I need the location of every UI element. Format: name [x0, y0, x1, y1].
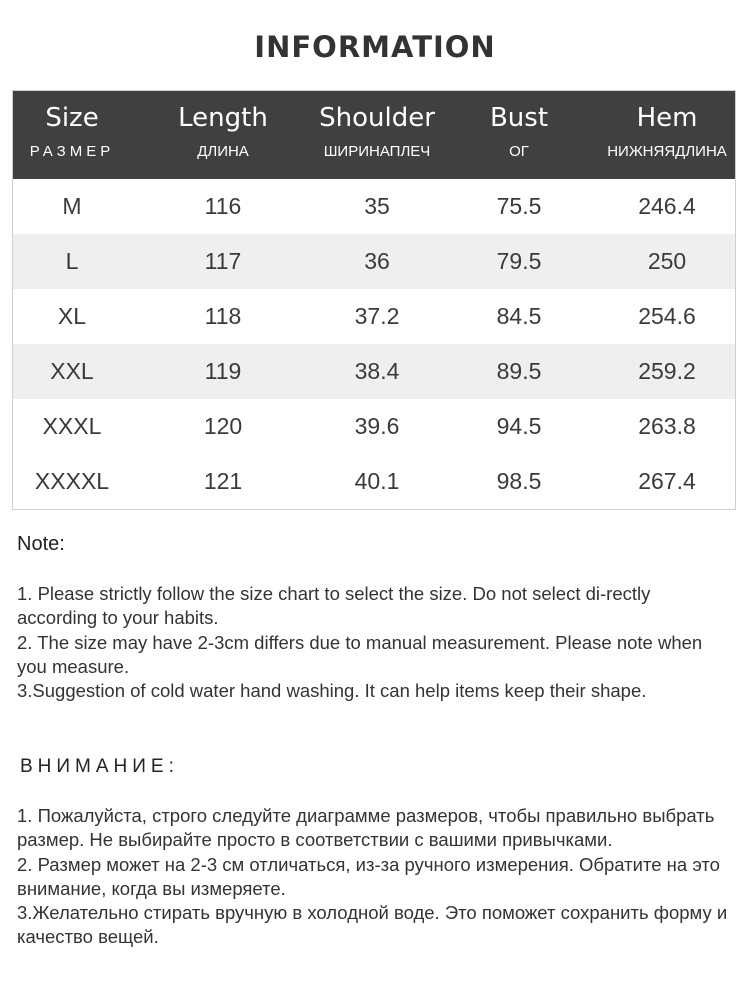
- cell-size: L: [65, 248, 79, 274]
- cell-length: 120: [203, 413, 243, 439]
- cell-length: 118: [204, 303, 242, 329]
- header-label-en: Shoulder: [319, 103, 435, 133]
- size-chart-table: [12, 90, 736, 510]
- header-shoulder: [315, 91, 439, 179]
- header-label-ru: ШИРИНАПЛЕЧ: [323, 143, 431, 160]
- cell-hem: 250: [647, 248, 687, 274]
- cell-bust: 84.5: [496, 303, 542, 329]
- cell-hem: 267.4: [638, 468, 696, 494]
- header-label-ru: ДЛИНА: [197, 143, 249, 160]
- cell-bust: 94.5: [496, 413, 542, 439]
- cell-size: XXXL: [42, 413, 102, 439]
- note-item: 1. Please strictly follow the size chart to select the size. Do not select di-rectly according to your habits.: [17, 583, 651, 629]
- note-heading: Note:: [17, 533, 65, 555]
- notes-russian: [17, 804, 729, 950]
- note-item: 2. The size may have 2-3cm differs due to manual measurement. Please note when you measure.: [17, 631, 703, 677]
- cell-shoulder: 36: [364, 248, 390, 274]
- cell-hem: 246.4: [638, 193, 696, 219]
- note-item: 3.Желательно стирать вручную в холодной воде. Это поможет сохранить форму и качество вещей.: [17, 902, 728, 948]
- note-item: 3.Suggestion of cold water hand washing. It can help items keep their shape.: [17, 680, 647, 702]
- cell-hem: 259.2: [638, 358, 696, 384]
- cell-length: 121: [203, 468, 243, 494]
- cell-shoulder: 35: [364, 193, 390, 219]
- header-label-en: Bust: [489, 103, 549, 133]
- cell-bust: 89.5: [496, 358, 542, 384]
- cell-bust: 75.5: [496, 193, 542, 219]
- header-label-en: Hem: [636, 103, 698, 133]
- page-title: INFORMATION: [254, 30, 496, 64]
- table-row: [13, 289, 735, 344]
- header-label-ru: ОГ: [509, 143, 529, 160]
- header-label-ru: РАЗМЕР: [29, 143, 115, 160]
- cell-shoulder: 40.1: [354, 468, 400, 494]
- header-length: [131, 91, 315, 179]
- note-item: 2. Размер может на 2-3 см отличаться, из-за ручного измерения. Обратите на это внимание, когда вы измеряете.: [17, 853, 720, 899]
- header-label-en: Length: [178, 103, 268, 133]
- cell-length: 119: [204, 358, 242, 384]
- cell-length: 117: [204, 248, 242, 274]
- notes-english: [17, 582, 729, 703]
- cell-shoulder: 38.4: [354, 358, 400, 384]
- table-row: [13, 399, 735, 454]
- header-bust: [439, 91, 599, 179]
- cell-bust: 79.5: [496, 248, 542, 274]
- cell-size: XXXXL: [34, 468, 110, 494]
- header-label-en: Size: [45, 103, 99, 133]
- header-hem: [599, 91, 735, 179]
- cell-hem: 254.6: [638, 303, 696, 329]
- russian-note-heading: ВНИМАНИЕ:: [20, 756, 179, 777]
- cell-shoulder: 39.6: [354, 413, 400, 439]
- table-header: [13, 91, 735, 179]
- cell-size: XL: [57, 303, 87, 329]
- note-item: 1. Пожалуйста, строго следуйте диаграмме размеров, чтобы правильно выбрать размер. Не выбирайте просто в соответствии с вашими привычками.: [17, 805, 715, 851]
- cell-length: 116: [204, 193, 242, 219]
- cell-bust: 98.5: [496, 468, 542, 494]
- table-row: [13, 454, 735, 509]
- table-row: [13, 344, 735, 399]
- table-row: [13, 179, 735, 234]
- cell-size: XXL: [50, 358, 94, 384]
- cell-hem: 263.8: [638, 413, 696, 439]
- cell-shoulder: 37.2: [354, 303, 400, 329]
- header-size: [13, 91, 131, 179]
- table-row: [13, 234, 735, 289]
- cell-size: M: [62, 193, 82, 219]
- header-label-ru: НИЖНЯЯДЛИНА: [607, 143, 727, 160]
